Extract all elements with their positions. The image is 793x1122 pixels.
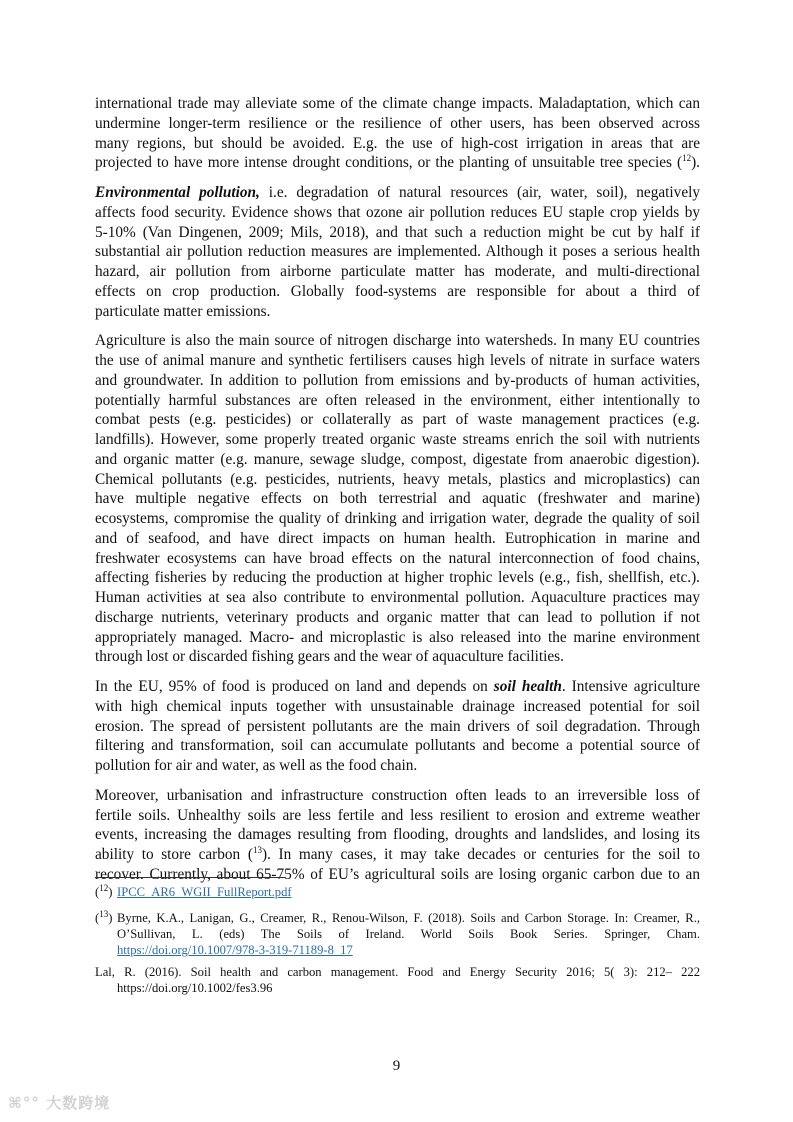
text-line: international trade may alleviate some of the climate change impacts. Maladaptation, which can — [95, 95, 700, 112]
text-line: hazard, air pollution from airborne particulate matter has moderate, and multi-directional — [95, 263, 700, 280]
text-line: particulate matter emissions. — [95, 302, 271, 320]
footnote-13 — [95, 910, 700, 958]
text-line: the use of animal manure and synthetic fertilisers causes high levels of nitrate in surface waters — [95, 352, 700, 369]
watermark-logo: ⌘°° 大数跨境 — [8, 1094, 111, 1112]
text-line: and of seafood, and have direct impacts on human health. Eutrophication in marine and — [95, 529, 700, 547]
text-line: with high chemical inputs together with unsustainable drainage increased potential for soil — [95, 697, 700, 715]
text-segment: i.e. degradation of natural resources (air, water, soil), negatively — [259, 184, 701, 201]
text-line: O’Sullivan, L. (eds) The Soils of Ireland. World Soils Book Series. Springer, Cham. — [117, 927, 700, 941]
text-line: erosion. The spread of persistent pollutants are the main drivers of soil degradation. Through — [95, 717, 700, 735]
text-line: and groundwater. In addition to pollution from emissions and by-products of human activities, — [95, 371, 700, 389]
paragraph-urbanisation — [95, 786, 700, 885]
text-line: landfills). However, some properly treated organic waste streams enrich the soil with nutrients — [95, 431, 700, 448]
text-line — [95, 677, 700, 697]
text-line: recover. Currently, about 65-75% of EU’s agricultural soils are losing organic carbon due to an — [95, 865, 700, 883]
footnote-ref-12[interactable]: 12 — [682, 153, 692, 164]
footnote-number: ($^{12}$) — [95, 882, 113, 899]
footnote-link-doi[interactable]: https://doi.org/10.1007/978-3-319-71189-8_17 — [117, 943, 353, 957]
text-line: Human activities at sea also contribute to environmental pollution. Aquaculture practices may — [95, 589, 700, 606]
footnote-number: ($^{13}$) — [95, 908, 113, 925]
text-line: Moreover, urbanisation and infrastructure construction often leads to an irreversible loss of — [95, 786, 700, 804]
text-line: potentially harmful substances are often released in the environment, either intentionally to — [95, 391, 700, 409]
text-line: combat pests (e.g. pesticides) or collaterally as part of waste management practices (e.g. — [95, 411, 700, 429]
text-line: filtering and transformation, soil can accumulate pollutants and become a potential source of — [95, 737, 700, 755]
text-line: have multiple negative effects on both terrestrial and aquatic (freshwater and marine) — [95, 490, 700, 508]
text-line: undermine longer-term resilience or the resilience of other users, has been observed across — [95, 114, 700, 132]
text-line: many regions, but should be avoided. E.g. the use of high-cost irrigation in areas that are — [95, 134, 700, 152]
term-environmental-pollution: Environmental pollution, — [95, 184, 260, 201]
paragraph-soil-health — [95, 677, 700, 776]
paragraph-agriculture — [95, 331, 700, 667]
text-line: through lost or discarded fishing gears and the wear of aquaculture facilities. — [95, 648, 564, 666]
text-line: ecosystems, compromise the quality of drinking and irrigation water, degrade the quality of soil — [95, 510, 700, 527]
text-segment: In the EU, 95% of food is produced on land and depends on — [95, 678, 494, 695]
text-line: affects food security. Evidence shows that ozone air pollution reduces EU staple crop yields by — [95, 203, 700, 221]
text-line: effects on crop production. Globally food-systems are responsible for about a third of — [95, 282, 700, 300]
paragraph-environmental-pollution — [95, 183, 700, 321]
footnote-ref-13[interactable]: 13 — [252, 844, 262, 855]
text-line: fertile soils. Unhealthy soils are less fertile and less resilient to erosion and extreme weather — [95, 806, 700, 824]
document-body — [95, 94, 700, 895]
text-line: events, increasing the damages resulting from flooding, droughts and landslides, and losing its — [95, 826, 700, 844]
text-line: discharge nutrients, veterinary products and organic matter that can lead to pollution if not — [95, 608, 700, 626]
text-line: Lal, R. (2016). Soil health and carbon management. Food and Energy Security 2016; 5( 3): 212– 222 — [95, 965, 700, 979]
text-line — [95, 845, 700, 865]
text-line: affecting fisheries by reducing the production at higher trophic levels (e.g., fish, shellfish, etc.). — [95, 569, 700, 587]
text-line: appropriately managed. Macro- and microplastic is also released into the marine environment — [95, 628, 700, 646]
reference-lal — [95, 964, 700, 996]
text-segment: ). — [691, 154, 700, 172]
text-line: Byrne, K.A., Lanigan, G., Creamer, R., Renou-Wilson, F. (2018). Soils and Carbon Storage. In: Creamer, R., — [117, 911, 700, 925]
footnote-separator — [95, 877, 285, 878]
text-line: Agriculture is also the main source of nitrogen discharge into watersheds. In many EU countries — [95, 332, 700, 350]
text-line: freshwater ecosystems can have broad effects on the natural interconnection of food chains, — [95, 549, 700, 567]
paragraph-adaptation — [95, 94, 700, 173]
text-segment: . Intensive agriculture — [561, 678, 700, 695]
footnote-link-ipcc[interactable]: IPCC_AR6_WGII_FullReport.pdf — [117, 885, 292, 899]
page-number: 9 — [392, 1058, 401, 1074]
text-line: Chemical pollutants (e.g. pesticides, nutrients, heavy metals, plastics and microplastics) can — [95, 470, 700, 488]
text-line — [95, 183, 700, 203]
text-line: and organic matter (e.g. manure, sewage sludge, compost, digestate from anaerobic digestion). — [95, 450, 700, 468]
text-segment: ). In many cases, it may take decades or centuries for the soil to — [261, 846, 700, 863]
text-segment: ability to store carbon ( — [95, 846, 253, 863]
text-segment: projected to have more intense drought conditions, or the planting of unsuitable tree species ( — [95, 154, 683, 172]
text-line: pollution for air and water, as well as the food chain. — [95, 757, 418, 774]
footnote-12 — [95, 884, 700, 900]
term-soil-health: soil health — [493, 678, 562, 695]
text-line — [95, 153, 700, 173]
watermark-icon: ⌘°° — [8, 1094, 40, 1112]
text-line: 5-10% (Van Dingenen, 2009; Mils, 2018), and that such a reduction might be cut by half if — [95, 223, 700, 241]
text-line: https://doi.org/10.1002/fes3.96 — [117, 981, 273, 995]
text-line: substantial air pollution reduction measures are implemented. Although it poses a serious health — [95, 243, 700, 261]
